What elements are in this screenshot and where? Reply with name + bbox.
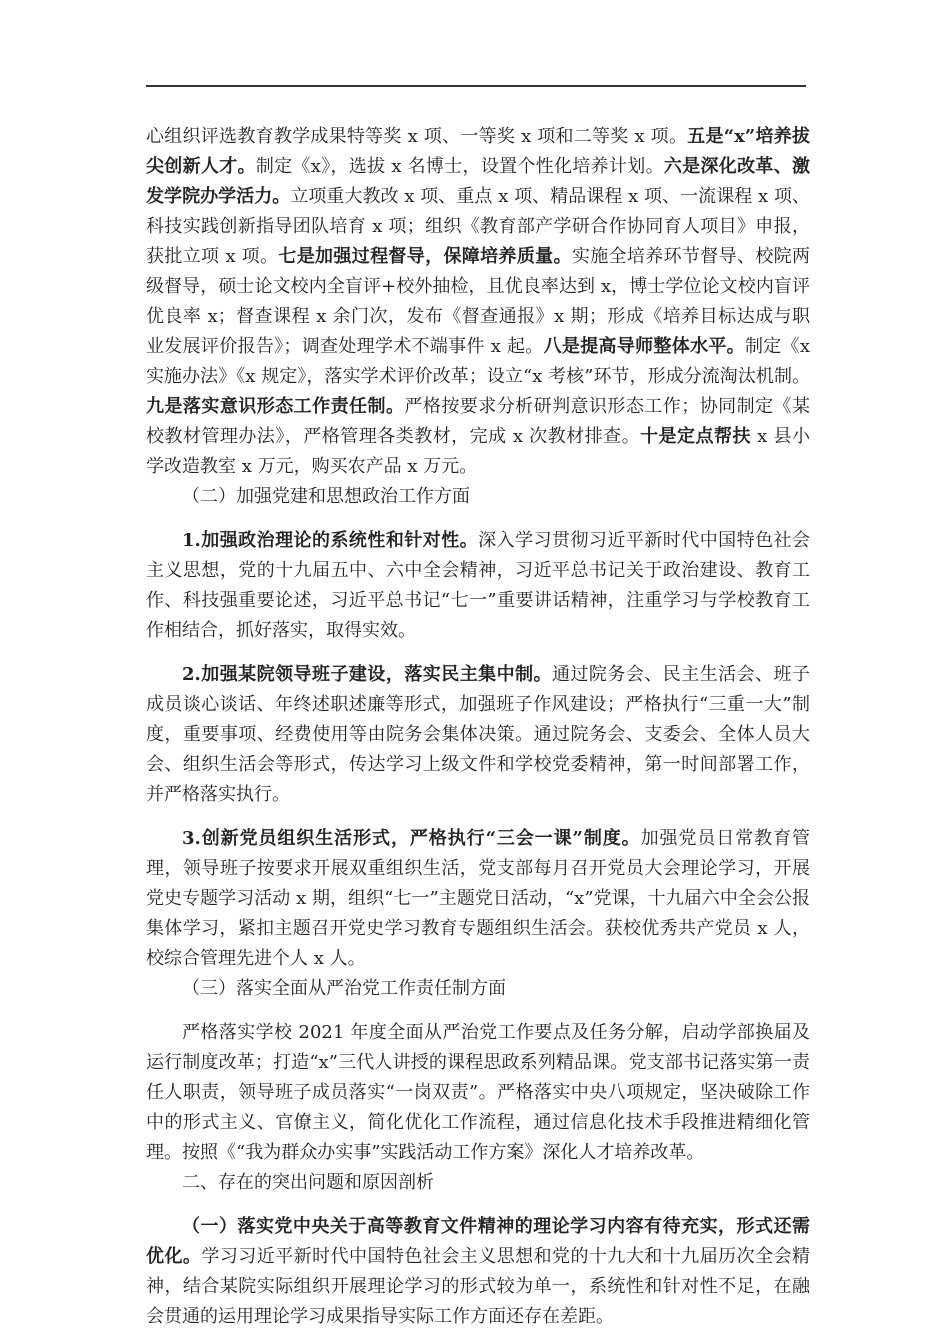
text-run: 严格按要求分析研判意识形态工作；协同制定《某校教材管理办法》，严格管理各类教材，完成 x 次教材排查。	[146, 396, 811, 447]
text-run: x 县小学改造教室 x 万元，购买农产品 x 万元。	[146, 426, 810, 477]
document-body	[146, 122, 810, 1332]
header-rule	[146, 85, 806, 87]
text-run: 制定《x 实施办法》《x 规定》，落实学术评价改革；设立“x 考核”环节，形成分流淘汰机制。	[146, 336, 811, 387]
bold-run: 3.创新党员组织生活形式，严格执行“三会一课”制度。	[182, 828, 641, 849]
section-heading: （二）加强党建和思想政治工作方面	[182, 486, 470, 507]
bold-run: 五是“x”培养拔尖创新人才。	[146, 126, 810, 177]
bold-run: 十是定点帮扶	[640, 426, 751, 447]
bold-run: 2.加强某院领导班子建设，落实民主集中制。	[182, 664, 553, 685]
text-run: 深入学习贯彻习近平新时代中国特色社会主义思想，党的十九届五中、六中全会精神，习近平总书记关于政治建设、教育工作、科技强重要论述，习近平总书记“七一”重要讲话精神，注重学习与学校教育工作相结合，抓好落实，取得实效。	[146, 530, 811, 641]
section-heading: （三）落实全面从严治党工作责任制方面	[182, 978, 506, 999]
bold-run: 六是深化改革、激发学院办学活力。	[146, 156, 811, 207]
text-run: 通过院务会、民主生活会、班子成员谈心谈话、年终述职述廉等形式，加强班子作风建设；严格执行“三重一大”制度，重要事项、经费使用等由院务会集体决策。通过院务会、支委会、全体人员大会、组织生活会等形式，传达学习上级文件和学校党委精神，第一时间部署工作，并严格落实执行。	[146, 664, 811, 805]
bold-run: 七是加强过程督导，保障培养质量。	[278, 246, 572, 267]
chapter-heading: 二、存在的突出问题和原因剖析	[182, 1172, 434, 1193]
paragraph-item	[146, 824, 810, 974]
paragraph-item	[146, 660, 810, 810]
paragraph-responsibility: 严格落实学校 2021 年度全面从严治党工作要点及任务分解，启动学部换届及运行制度改革；打造“x”三代人讲授的课程思政系列精品课。党支部书记落实第一责任人职责，领导班子成员落实“一岗双责”。严格落实中央八项规定，坚决破除工作中的形式主义、官僚主义，简化优化工作流程，通过信息化技术手段推进精细化管理。按照《“我为群众办实事”实践活动工作方案》深化人才培养改革。	[146, 1022, 810, 1163]
bold-run: 八是提高导师整体水平。	[543, 336, 745, 357]
text-run: 制定《x》，选拔 x 名博士，设置个性化培养计划。	[255, 156, 664, 177]
bold-run: 九是落实意识形态工作责任制。	[146, 396, 405, 417]
paragraph-achievements	[146, 122, 810, 482]
text-run: 实施全培养环节督导、校院两级督导，硕士论文校内全盲评+校外抽检，且优良率达到 x，博士学位论文校内盲评优良率 x；督查课程 x 余门次，发布《督查通报》x 期；形成《培养目标达成与职业发展评价报告》；调查处理学术不端事件 x 起。	[146, 246, 811, 357]
text-run: 加强党员日常教育管理，领导班子按要求开展双重组织生活，党支部每月召开党员大会理论学习，开展党史专题学习活动 x 期，组织“七一”主题党日活动，“x”党课，十九届六中全会公报集体学习，紧扣主题召开党史学习教育专题组织生活会。获校优秀共产党员 x 人，校综合管理先进个人 x 人。	[146, 828, 811, 969]
text-run: 立项重大教改 x 项、重点 x 项、精品课程 x 项、一流课程 x 项、科技实践创新指导团队培育 x 项；组织《教育部产学研合作协同育人项目》申报，获批立项 x 项。	[146, 186, 810, 267]
paragraph-problem	[146, 1212, 810, 1332]
paragraph-item	[146, 526, 810, 646]
text-run: 心组织评选教育教学成果特等奖 x 项、一等奖 x 项和二等奖 x 项。	[146, 126, 688, 147]
bold-run: （一）落实党中央关于高等教育文件精神的理论学习内容有待充实，形式还需优化。	[146, 1216, 810, 1267]
bold-run: 1.加强政治理论的系统性和针对性。	[182, 530, 479, 551]
text-run: 学习习近平新时代中国特色社会主义思想和党的十九大和十九届历次全会精神，结合某院实际组织开展理论学习的形式较为单一，系统性和针对性不足，在融会贯通的运用理论学习成果指导实际工作方面还存在差距。	[146, 1246, 811, 1327]
